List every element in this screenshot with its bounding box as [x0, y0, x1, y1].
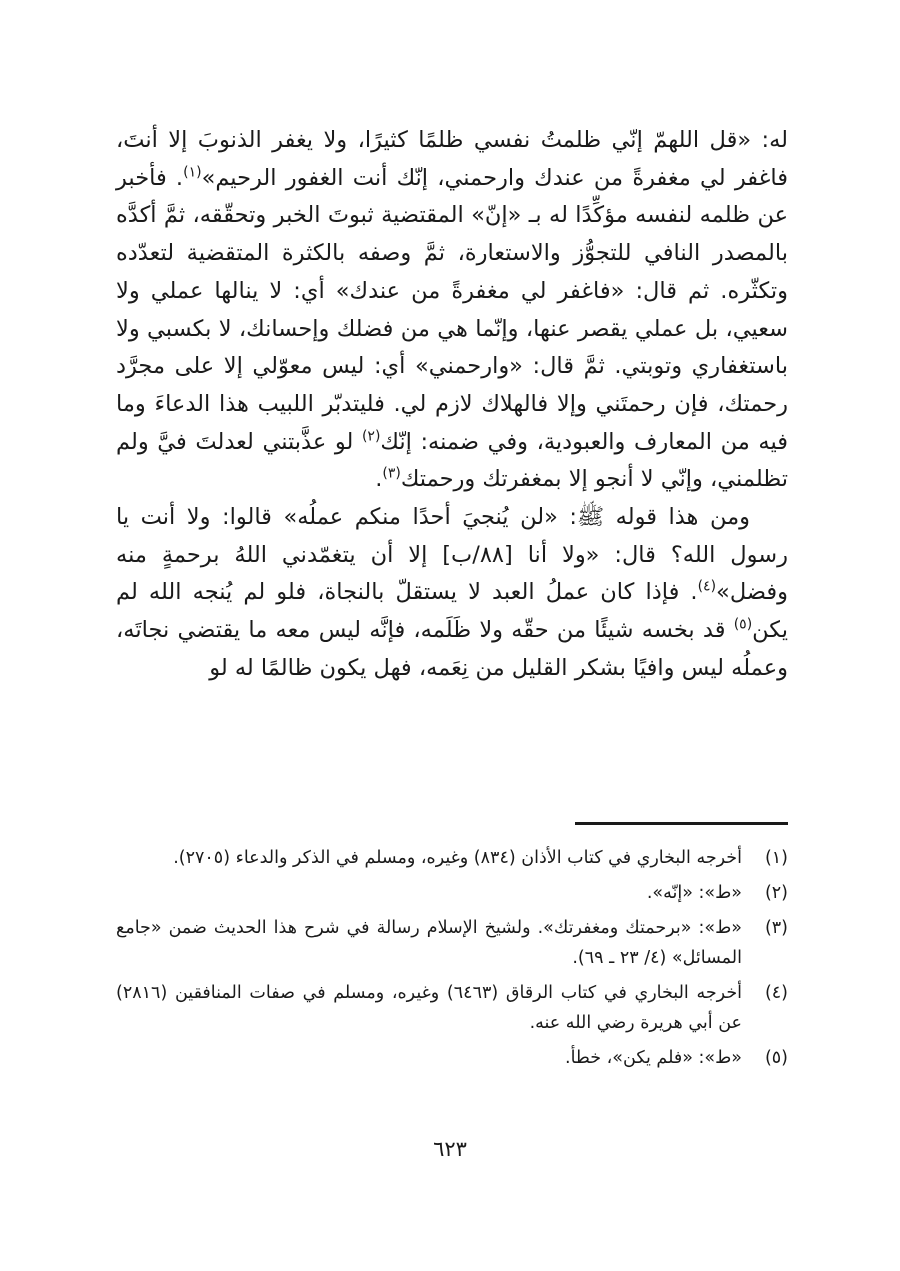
footnote-1 — [116, 843, 788, 873]
paragraph-2-text-b: . فإذا كان عملُ العبد لا يستقلّ بالنجاة، فلو لم يُنجه الله لم يكن — [116, 579, 788, 644]
footnote-3 — [116, 913, 788, 973]
footnote-number: (٤) — [764, 983, 788, 1003]
footnote-ref-4[interactable]: (٤) — [697, 578, 717, 595]
footnote-number: (٢) — [764, 883, 788, 903]
footnote-text: «ط»: «برحمتك ومغفرتك». ولشيخ الإسلام رسالة في شرح هذا الحديث ضمن «جامع المسائل» (٤/ ٢٣ ـ ٦٩). — [116, 918, 742, 968]
footnote-ref-5[interactable]: (٥) — [733, 616, 753, 633]
footnote-2 — [116, 878, 788, 908]
footnote-ref-3[interactable]: (٣) — [382, 465, 401, 482]
footnote-separator — [575, 822, 788, 825]
main-text — [116, 122, 788, 688]
paragraph-1-text-d: . — [375, 466, 383, 493]
footnote-ref-2[interactable]: (٢) — [361, 428, 381, 445]
footnote-text: «ط»: «فلم يكن»، خطأ. — [565, 1048, 742, 1068]
paragraph-2-text-c: قد بخسه شيئًا من حقّه ولا ظَلَمه، فإنَّه ليس معه ما يقتضي نجاتَه، وعملُه ليس وافيًا بشكر القليل من نِعَمه، فهل يكون ظالمًا له لو — [116, 617, 788, 681]
paragraph-2-text-a: ومن هذا قوله ﷺ: «لن يُنجيَ أحدًا منكم عملُه» قالوا: ولا أنت يا رسول الله؟ قال: «ولا أنا [٨٨/ب] إلا أن يتغمّدني اللهُ برحمةٍ منه وفضل» — [116, 504, 788, 606]
footnote-5 — [116, 1043, 788, 1073]
paragraph-2 — [116, 499, 788, 688]
paragraph-1-text-c: لو عذَّبتني لعدلتَ فيَّ ولم تظلمني، وإنّي لا أنجو إلا بمغفرتك ورحمتك — [116, 428, 788, 493]
paragraph-1 — [116, 122, 788, 499]
paragraph-1-text-b: . فأخبر عن ظلمه لنفسه مؤكِّدًا له بـ «إنّ» المقتضية ثبوتَ الخبر وتحقّقه، ثمَّ أكدَّه بالمصدر النافي للتجوُّز والاستعارة، ثمَّ وصفه بالكثرة المتقضية لتعدّده وتكثّره. ثم قال: «فاغفر لي مغفرةً من عندك» أي: لا ينالها عملي ولا سعيي، بل عملي يقصر عنها، وإنّما هي من فضلك وإحسانك، لا بكسبي ولا باستغفاري وتوبتي. ثمَّ قال: «وارحمني» أي: ليس معوّلي إلا على مجرَّد رحمتك، فإن رحمتَني وإلا فالهلاك لازم لي. فليتدبّر اللبيب هذا الدعاءَ وما فيه من المعارف والعبودية، وفي ضمنه: إنّك — [116, 164, 788, 455]
footnote-text: أخرجه البخاري في كتاب الأذان (٨٣٤) وغيره، ومسلم في الذكر والدعاء (٢٧٠٥). — [173, 848, 742, 868]
footnote-text: أخرجه البخاري في كتاب الرقاق (٦٤٦٣) وغيره، ومسلم في صفات المنافقين (٢٨١٦) عن أبي هريرة رضي الله عنه. — [116, 983, 742, 1033]
footnote-text: «ط»: «إنّه». — [646, 883, 742, 903]
footnote-number: (١) — [764, 848, 788, 868]
footnote-number: (٥) — [764, 1048, 788, 1068]
footnotes — [116, 843, 788, 1078]
page-number: ٦٢٣ — [433, 1137, 467, 1161]
footnote-number: (٣) — [764, 918, 788, 938]
paragraph-1-text-a: له: «قل اللهمّ إنّي ظلمتُ نفسي ظلمًا كثيرًا، ولا يغفر الذنوبَ إلا أنتَ، فاغفر لي مغفرةً من عندك وارحمني، إنّك أنت الغفور الرحيم» — [116, 127, 788, 191]
footnote-ref-1[interactable]: (١) — [183, 164, 202, 181]
footnote-4 — [116, 978, 788, 1038]
